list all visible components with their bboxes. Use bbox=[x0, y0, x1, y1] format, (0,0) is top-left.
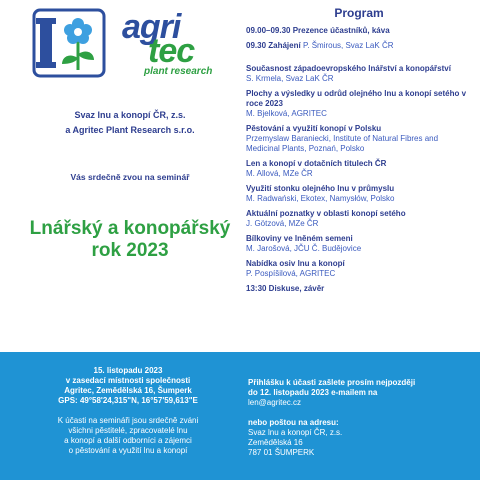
program-item-title: Využití stonku olejného lnu v průmyslu bbox=[246, 184, 395, 193]
program-item bbox=[246, 64, 472, 84]
organizers bbox=[30, 108, 230, 138]
program-item-speaker: P. Pospíšilová, AGRITEC bbox=[246, 269, 336, 278]
registration-line-2: do 12. listopadu 2023 e-mailem na bbox=[248, 388, 378, 397]
program-item bbox=[246, 284, 472, 294]
event-details bbox=[28, 366, 228, 456]
audience-line-3: a konopí a další odborníci a zájemci bbox=[64, 436, 192, 445]
program-item bbox=[246, 26, 472, 36]
postal-address-line-3: 787 01 ŠUMPERK bbox=[248, 448, 315, 457]
audience-line-1: K účasti na semináři jsou srdečně zváni bbox=[57, 416, 199, 425]
invitation-text: Vás srdečně zvou na seminář bbox=[70, 172, 190, 182]
program-item bbox=[246, 259, 472, 279]
svaz-lnu-konopi-logo bbox=[32, 8, 106, 78]
organizer-line-1: Svaz lnu a konopí ČR, z.s. bbox=[74, 110, 186, 120]
program bbox=[246, 6, 472, 299]
agritec-logo bbox=[118, 10, 230, 80]
program-item-speaker: M. Jarošová, JČU Č. Budějovice bbox=[246, 244, 362, 253]
program-item-title: Pěstování a využití konopí v Polsku bbox=[246, 124, 382, 133]
program-item-title: 13:30 Diskuse, závěr bbox=[246, 284, 325, 293]
seminar-title-line-2: rok 2023 bbox=[91, 240, 169, 261]
program-item bbox=[246, 41, 472, 51]
event-place-line-1: v zasedací místnosti společnosti bbox=[65, 376, 191, 385]
seminar-title bbox=[20, 218, 240, 262]
program-item-title: Len a konopí v dotačních titulech ČR bbox=[246, 159, 387, 168]
registration-details bbox=[248, 378, 468, 458]
audience-line-2: všichni pěstitelé, zpracovatelé lnu bbox=[68, 426, 188, 435]
program-item-speaker: J. Götzová, MZe ČR bbox=[246, 219, 319, 228]
program-item bbox=[246, 209, 472, 229]
program-item-title: 09.00–09.30 Prezence účastníků, káva bbox=[246, 26, 390, 35]
program-heading: Program bbox=[334, 6, 384, 20]
seminar-title-line-1: Lnářský a konopářský bbox=[29, 218, 231, 239]
program-item-speaker: P. Šmirous, Svaz LaK ČR bbox=[302, 41, 394, 50]
program-item-title: 09.30 Zahájení bbox=[246, 41, 301, 50]
program-item-title: Aktuální poznatky v oblasti konopí setého bbox=[246, 209, 406, 218]
program-item-title: Současnost západoevropského lnářství a konopářství bbox=[246, 64, 451, 73]
event-date: 15. listopadu 2023 bbox=[93, 366, 163, 375]
event-place-line-2: Agritec, Zemědělská 16, Šumperk bbox=[64, 386, 192, 395]
postal-label: nebo poštou na adresu: bbox=[248, 418, 339, 427]
program-item-title: Nabídka osiv lnu a konopí bbox=[246, 259, 345, 268]
registration-line-1: Přihlášku k účasti zašlete prosím nejpozději bbox=[248, 378, 416, 387]
program-item-title: Plochy a výsledky u odrůd olejného lnu a konopí setého v roce 2023 bbox=[246, 89, 467, 108]
program-item bbox=[246, 124, 472, 154]
agritec-logo-agri: agri bbox=[122, 8, 181, 46]
agritec-logo-tec: tec bbox=[148, 32, 195, 70]
event-gps: GPS: 49°58'24,315"N, 16°57'59,613"E bbox=[58, 396, 198, 405]
program-item-speaker: M. Radwański, Ekotex, Namysłów, Polsko bbox=[246, 194, 395, 203]
footer-info bbox=[0, 352, 480, 480]
program-item bbox=[246, 234, 472, 254]
program-item bbox=[246, 184, 472, 204]
program-item-speaker: M. Allová, MZe ČR bbox=[246, 169, 313, 178]
program-item bbox=[246, 89, 472, 119]
organizer-line-2: a Agritec Plant Research s.r.o. bbox=[65, 125, 195, 135]
registration-email[interactable]: len@agritec.cz bbox=[248, 398, 302, 407]
program-item-speaker: S. Krmela, Svaz LaK ČR bbox=[246, 74, 334, 83]
program-item-speaker: M. Bjelková, AGRITEC bbox=[246, 109, 327, 118]
agritec-logo-subtitle: plant research bbox=[144, 66, 213, 77]
program-item bbox=[246, 159, 472, 179]
postal-address-line-2: Zemědělská 16 bbox=[248, 438, 303, 447]
postal-address-line-1: Svaz lnu a konopí ČR, z.s. bbox=[248, 428, 343, 437]
audience-line-4: o pěstování a využití lnu a konopí bbox=[68, 446, 188, 455]
program-item-speaker: Przemyslaw Baraniecki, Institute of Natural Fibres and Medicinal Plants, Poznań, Polsko bbox=[246, 134, 439, 153]
program-item-title: Bílkoviny ve lněném semeni bbox=[246, 234, 353, 243]
